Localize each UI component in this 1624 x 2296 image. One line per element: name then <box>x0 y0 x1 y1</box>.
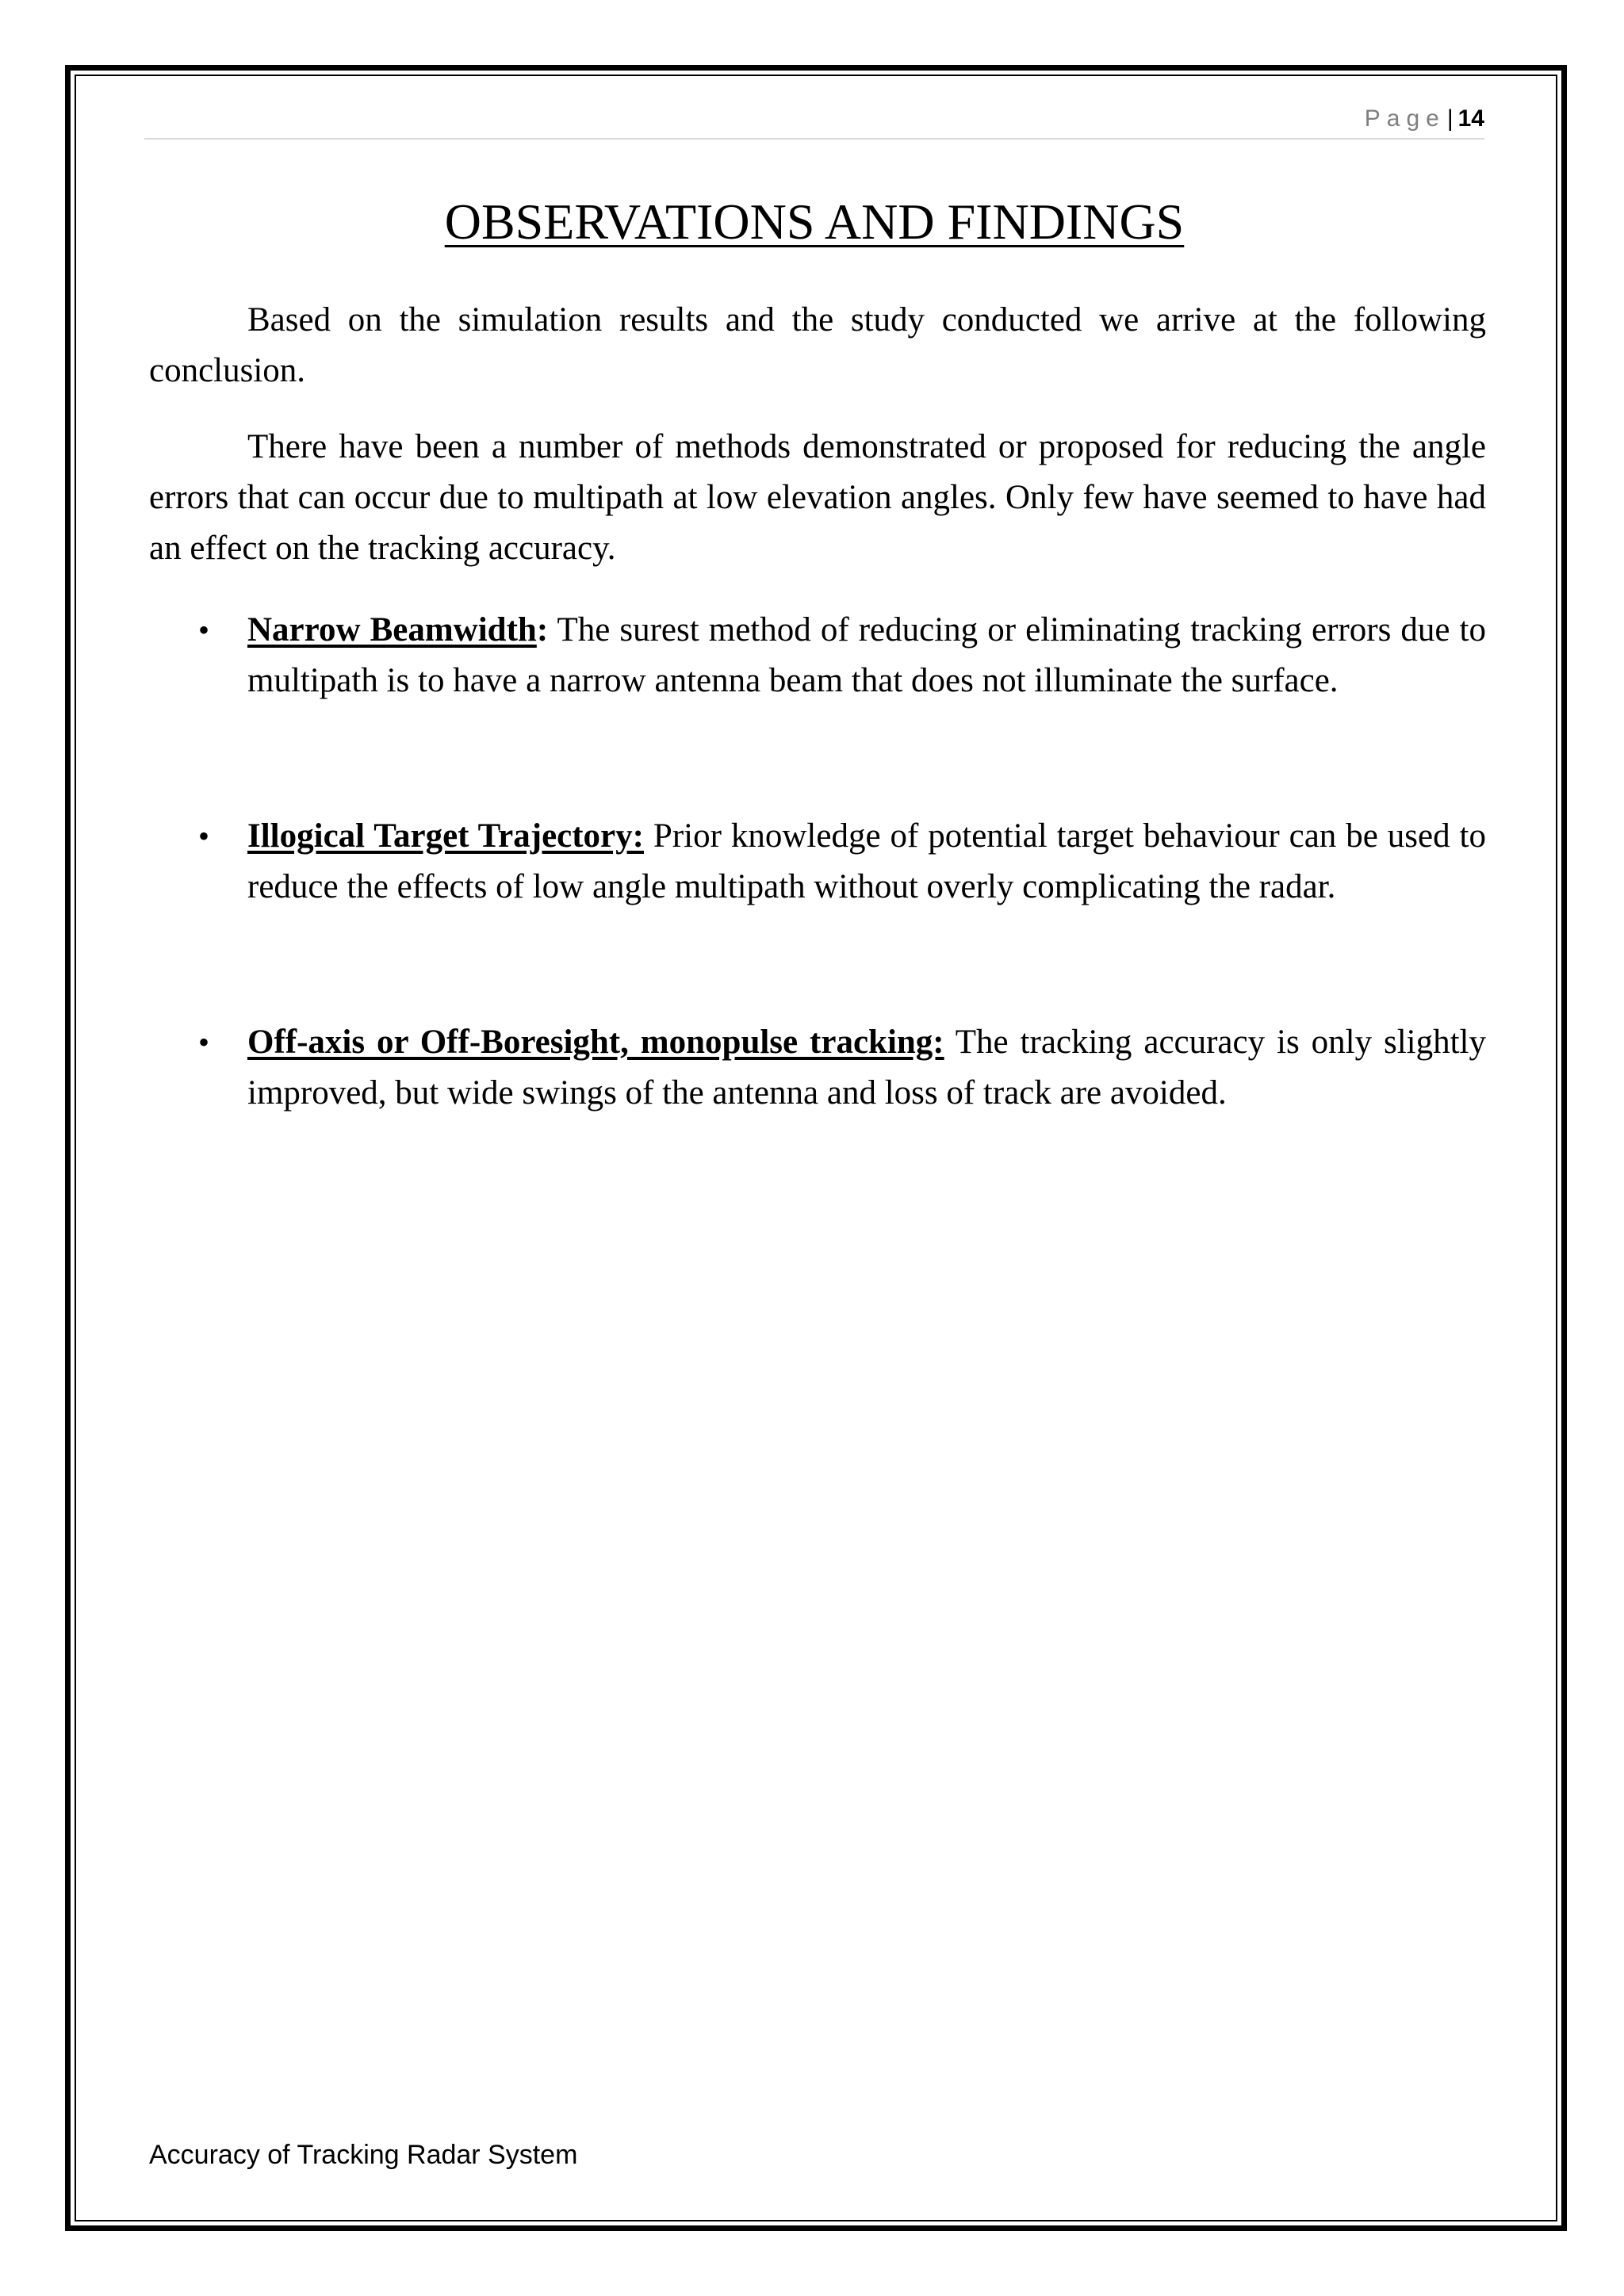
bullet-icon: • <box>198 612 210 648</box>
list-item-text <box>247 1017 1486 1119</box>
list-item-description: Prior knowledge of potential target behaviour can be used to reduce the effects of low angle multipath without overly complicating the radar. <box>247 817 1486 905</box>
list-item-description: The tracking accuracy is only slightly improved, but wide swings of the antenna and loss of track are avoided. <box>247 1024 1487 1112</box>
page-title: OBSERVATIONS AND FINDINGS <box>444 193 1185 250</box>
list-item-colon: : <box>536 611 549 649</box>
page-header <box>144 100 1484 138</box>
list-item-term: Illogical Target Trajectory: <box>247 817 644 855</box>
list-item-term: Narrow Beamwidth <box>247 611 537 649</box>
list-item-text <box>247 811 1486 913</box>
page-separator: | <box>1446 105 1454 132</box>
paragraph-methods: There have been a number of methods demonstrated or proposed for reducing the angle errors that can occur due to multipath at low elevation angles. Only few have seemed to have had an effect on the tracking accuracy. <box>149 428 1486 567</box>
list-item-description: The surest method of reducing or eliminating tracking errors due to multipath is to have a narrow antenna beam that does not illuminate the surface. <box>247 611 1486 699</box>
page-label: Page <box>1364 105 1446 132</box>
bullet-icon: • <box>198 1024 210 1060</box>
page-number: 14 <box>1457 105 1484 132</box>
list-item-term: Off-axis or Off-Boresight, monopulse tracking: <box>247 1024 944 1061</box>
header-divider <box>144 138 1484 140</box>
list-item-text <box>247 605 1486 706</box>
paragraph-intro: Based on the simulation results and the study conducted we arrive at the following conclusion. <box>149 301 1486 389</box>
page-border-inner <box>75 75 1557 2221</box>
bullet-icon: • <box>198 818 210 854</box>
page-footer: Accuracy of Tracking Radar System <box>149 2140 578 2170</box>
